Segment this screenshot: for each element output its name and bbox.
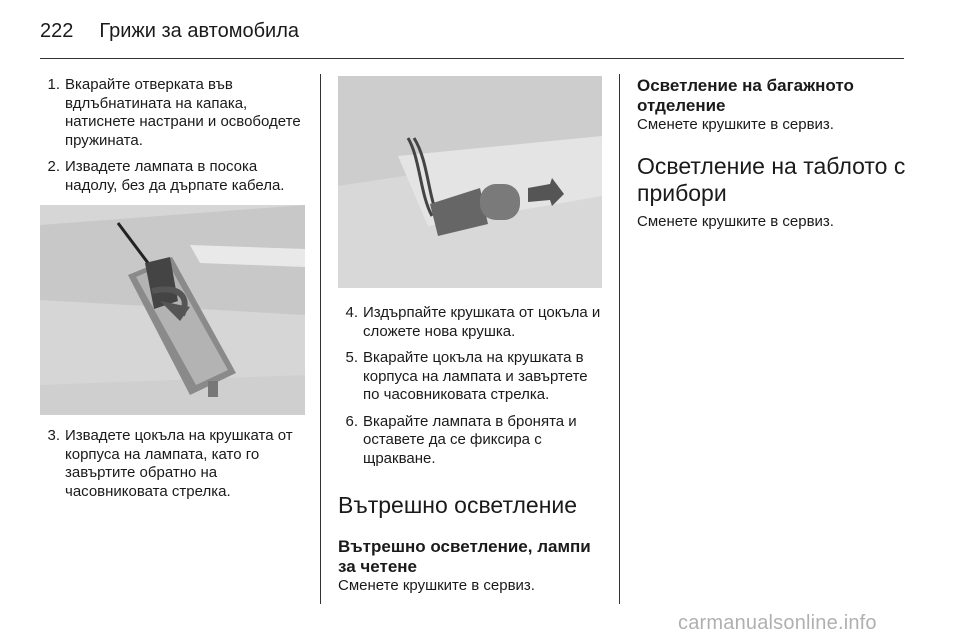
step-item: 6. Вкарайте лампата в бронята и оставете да се фиксира с щракване. xyxy=(345,412,577,467)
subsection-text-trunk: Сменете крушките в сервиз. xyxy=(637,116,834,133)
steps-list-1 xyxy=(40,76,305,195)
step-item: 2. Извадете лампата в посока надолу, без да дърпате кабела. xyxy=(47,158,285,194)
subsection-text-reading-lamps: Сменете крушките в сервиз. xyxy=(338,577,535,594)
section-heading-interior: Вътрешно осветление xyxy=(338,492,578,518)
page-number: 222 xyxy=(40,20,74,42)
column-2 xyxy=(338,76,602,596)
column-divider-2 xyxy=(619,74,620,604)
screwdriver-lamp-image xyxy=(40,205,305,415)
section-heading-instrument-panel: Осветление на таблото с прибори xyxy=(637,152,906,206)
step-item: 4. Издърпайте крушката от цокъла и сложете нова крушка. xyxy=(345,304,601,340)
section-text-instrument-panel: Сменете крушките в сервиз. xyxy=(637,212,834,230)
subsection-heading-trunk: Осветление на багажното отделение xyxy=(637,76,854,115)
steps-list-2 xyxy=(338,304,602,468)
bulb-holder-image xyxy=(338,76,602,288)
column-3 xyxy=(637,76,911,231)
watermark: carmanualsonline.info xyxy=(678,612,877,634)
subsection-heading-reading-lamps: Вътрешно осветление, лампи за четене xyxy=(338,537,591,576)
header-rule xyxy=(40,58,904,59)
column-1 xyxy=(40,76,305,501)
steps-list-1b xyxy=(40,427,305,501)
step-item: 5. Вкарайте цокъла на крушката в корпуса на лампата и завъртете по часовниковата стрелка. xyxy=(345,349,588,403)
lamp-removal-illustration xyxy=(40,205,305,415)
step-item: 1. Вкарайте отверката във вдлъбнатината на капака, натиснете настрани и освободете пружината. xyxy=(47,76,301,149)
column-divider-1 xyxy=(320,74,321,604)
step-item: 3. Извадете цокъла на крушката от корпуса на лампата, като го завъртите обратно на часовниковата стрелка. xyxy=(47,427,293,500)
page-header xyxy=(40,16,299,46)
bulb-removal-illustration xyxy=(338,76,602,288)
section-title: Грижи за автомобила xyxy=(99,20,299,42)
